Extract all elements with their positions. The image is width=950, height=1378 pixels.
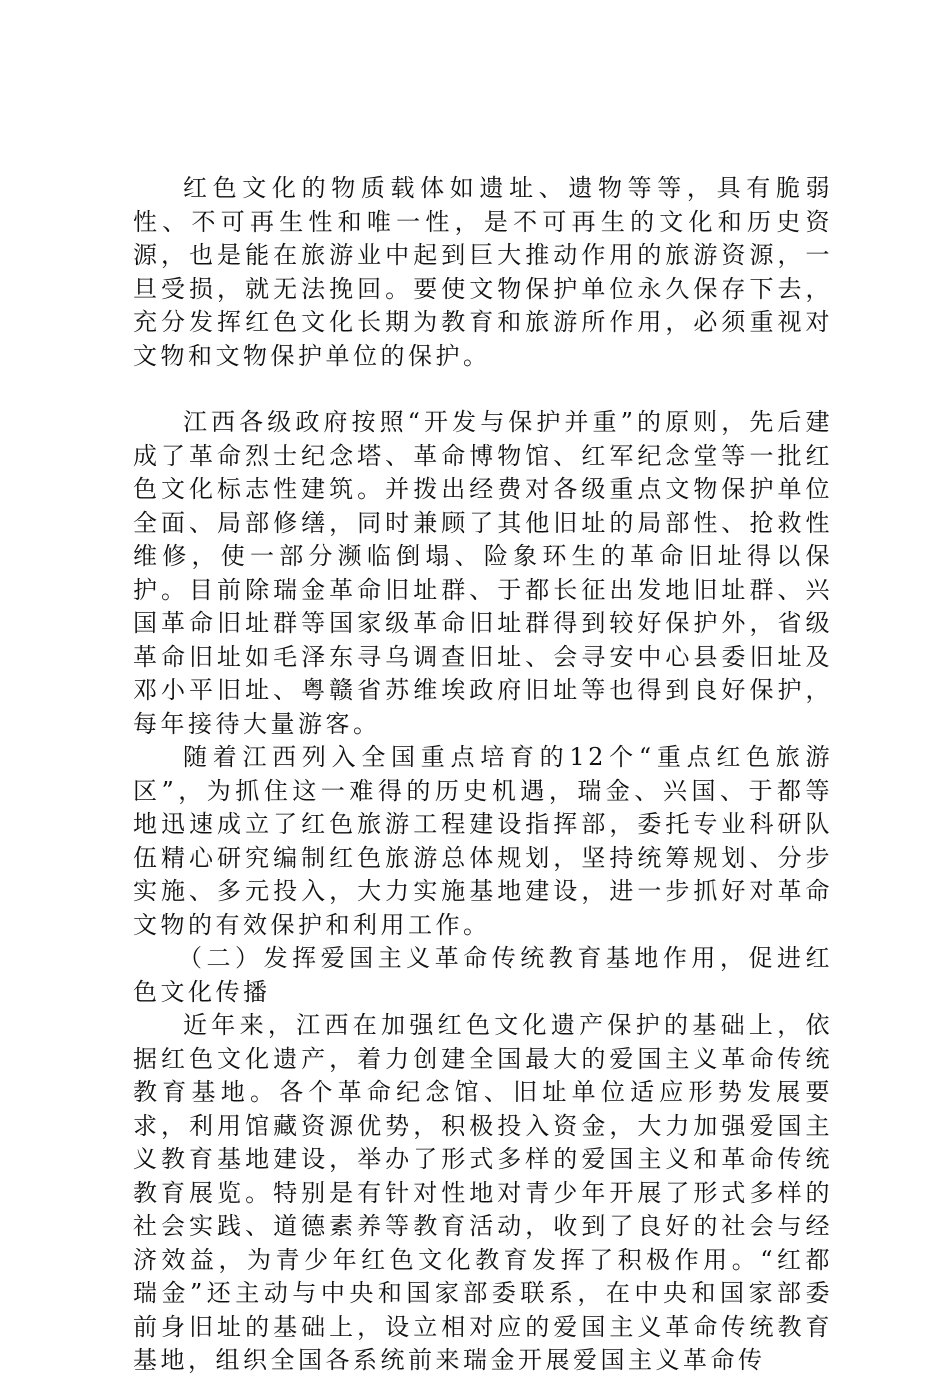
- paragraph-patriotic-education: 近年来，江西在加强红色文化遗产保护的基础上，依据红色文化遗产，着力创建全国最大的爱国主义革命传统教育基地。各个革命纪念馆、旧址单位适应形势发展要求，利用馆藏资源优势，积极投入资金，大力加强爱国主义教育基地建设，举办了形式多样的爱国主义和革命传统教育展览。特别是有针对性地对青少年开展了形式多样的社会实践、道德素养等教育活动，收到了良好的社会与经济效益，为青少年红色文化教育发挥了积极作用。“红都瑞金”还主动与中央和国家部委联系，在中央和国家部委前身旧址的基础上，设立相对应的爱国主义革命传统教育基地，组织全国各系统前来瑞金开展爱国主义革命传: [133, 1011, 833, 1374]
- document-body: [133, 172, 833, 1378]
- paragraph-jiangxi-protection-efforts: 江西各级政府按照“开发与保护并重”的原则，先后建成了革命烈士纪念塔、革命博物馆、红军纪念堂等一批红色文化标志性建筑。并拨出经费对各级重点文物保护单位全面、局部修缮，同时兼顾了其他旧址的局部性、抢救性维修，使一部分濒临倒塌、险象环生的革命旧址得以保护。目前除瑞金革命旧址群、于都长征出发地旧址群、兴国革命旧址群等国家级革命旧址群得到较好保护外，省级革命旧址如毛泽东寻乌调查旧址、会寻安中心县委旧址及邓小平旧址、粤赣省苏维埃政府旧址等也得到良好保护，每年接待大量游客。: [133, 408, 833, 738]
- paragraph-red-tourism-zones: 随着江西列入全国重点培育的12个“重点红色旅游区”，为抓住这一难得的历史机遇，瑞金、兴国、于都等地迅速成立了红色旅游工程建设指挥部，委托专业科研队伍精心研究编制红色旅游总体规划，坚持统筹规划、分步实施、多元投入，大力实施基地建设，进一步抓好对革命文物的有效保护和利用工作。: [133, 743, 833, 939]
- paragraph-cultural-heritage-fragility: 红色文化的物质载体如遗址、遗物等等，具有脆弱性、不可再生性和唯一性，是不可再生的文化和历史资源，也是能在旅游业中起到巨大推动作用的旅游资源，一旦受损，就无法挽回。要使文物保护单位永久保存下去，充分发挥红色文化长期为教育和旅游所作用，必须重视对文物和文物保护单位的保护。: [133, 174, 833, 370]
- section-heading-education-bases: （二）发挥爱国主义革命传统教育基地作用，促进红色文化传播: [133, 944, 833, 1006]
